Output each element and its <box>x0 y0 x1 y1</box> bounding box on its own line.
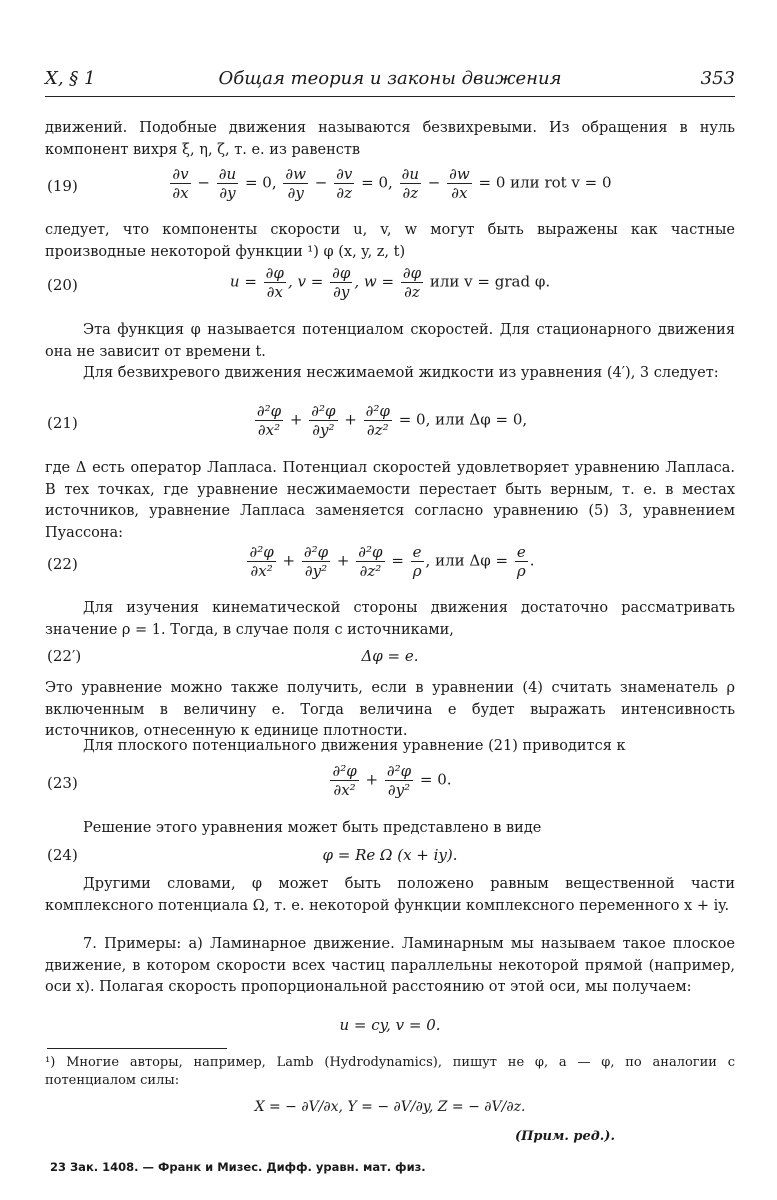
equation-23 <box>45 762 735 806</box>
paragraph-4: Для безвихревого движения несжимаемой жидкости из уравнения (4′), 3 следует: <box>83 365 719 381</box>
eq-sep: = 0, <box>244 173 277 192</box>
footnote-rule <box>47 1048 227 1049</box>
paragraph-5: где Δ есть оператор Лапласа. Потенциал скоростей удовлетворяет уравнению Лапласа. В тех точках, где уравнение несжимаемости перестает быть верным, т. е. в местах источников, уравнение Лапласа заменяется согласно уравнению (5) 3, уравнением Пуассона: <box>45 460 735 541</box>
paragraph-10: Другими словами, φ может быть положено равным вещественной части комплексного потенциала Ω, т. е. некоторой функции комплексного переменного x + iy. <box>45 876 735 914</box>
eq-number: (22′) <box>47 647 82 665</box>
equation-21 <box>45 402 735 446</box>
footnote-text: ¹) Многие авторы, например, Lamb (Hydrodynamics), пишут не φ, а — φ, по аналогии с потенциалом силы: <box>45 1055 735 1088</box>
eq-body: φ = Re Ω (x + iy). <box>322 846 458 864</box>
eq-end: . <box>529 551 535 570</box>
eq-body: $\frac{\partial v}{\partial x}$ − $\frac{\partial u}{\partial y}$ = 0, $\frac{\partial w}{\partial y}$ − $\frac{\partial v}{\partial z}$ = 0, $\frac{\partial u}{\partial z}$ − $\frac{\partial w}{\partial x}$ = 0 или rot v = 0 <box>172 165 612 202</box>
eq-number: (19) <box>47 177 78 195</box>
page <box>45 0 735 1200</box>
eq-number: (24) <box>47 846 78 864</box>
page-number: 353 <box>700 68 735 89</box>
footnote-note: (Прим. ред.). <box>515 1129 615 1144</box>
eq-tail: = 0. <box>419 770 452 789</box>
equation-19 <box>45 165 735 209</box>
header-title: Общая теория и законы движения <box>218 68 562 89</box>
eq-number: (20) <box>47 276 78 294</box>
equation-24 <box>45 846 735 870</box>
footnote-formula: X = − ∂V/∂x, Y = − ∂V/∂y, Z = − ∂V/∂z. <box>254 1099 526 1115</box>
eq-body: u = cy, v = 0. <box>339 1016 441 1034</box>
eq-body: u = $\frac{\partial\varphi}{\partial x}$ , v = $\frac{\partial\varphi}{\partial y}$ , w = $\frac{\partial\varphi}{\partial z}$ или v = grad φ. <box>229 264 551 301</box>
eq-tail: = 0, или Δφ = 0, <box>398 410 528 429</box>
paragraph-2: следует, что компоненты скорости u, v, w могут быть выражены как частные производные некоторой функции ¹) φ (x, y, z, t) <box>45 222 735 260</box>
paragraph-8: Для плоского потенциального движения уравнение (21) приводится к <box>83 738 626 754</box>
eq-mid: , или Δφ = <box>425 551 509 570</box>
section-label: X, § 1 <box>45 68 96 89</box>
eq-body: $\frac{\text{∂²φ}}{\text{∂x²}}$ + $\frac{\text{∂²φ}}{\text{∂y²}}$ = 0. <box>332 762 452 799</box>
eq-body: $\frac{\text{∂²φ}}{\text{∂x²}}$ + $\frac{\text{∂²φ}}{\text{∂y²}}$ + $\frac{\text{∂²φ}}{\text{∂z²}}$ = 0, или Δφ = 0, <box>256 402 528 439</box>
equation-22-prime <box>45 647 735 671</box>
paragraph-9: Решение этого уравнения может быть представлено в виде <box>83 820 542 836</box>
eq-number: (22) <box>47 555 78 573</box>
equation-22 <box>45 543 735 587</box>
paragraph-1: движений. Подобные движения называются безвихревыми. Из обращения в нуль компонент вихря ξ, η, ζ, т. е. из равенств <box>45 120 735 158</box>
printer-imprint: 23 Зак. 1408. — Франк и Мизес. Дифф. уравн. мат. физ. <box>50 1160 426 1174</box>
eq-tail: = 0 или rot v = 0 <box>478 173 612 192</box>
running-header <box>45 68 735 94</box>
eq-body: Δφ = e. <box>361 647 419 665</box>
paragraph-3: Эта функция φ называется потенциалом скоростей. Для стационарного движения она не зависит от времени t. <box>45 322 735 360</box>
paragraph-7: Это уравнение можно также получить, если в уравнении (4) считать знаменатель ρ включенным в величину e. Тогда величина e будет выражать интенсивность источников, отнесенную к единице плотности. <box>45 680 735 739</box>
eq-number: (21) <box>47 414 78 432</box>
equation-laminar <box>45 1016 735 1040</box>
paragraph-6: Для изучения кинематической стороны движения достаточно рассматривать значение ρ = 1. Тогда, в случае поля с источниками, <box>45 600 735 638</box>
paragraph-11: 7. Примеры: а) Ламинарное движение. Ламинарным мы называем такое плоское движение, в котором скорости всех частиц параллельны некоторой прямой (например, оси x). Полагая скорость пропорциональной расстоянию от этой оси, мы получаем: <box>45 936 735 995</box>
eq-body: $\frac{\text{∂²φ}}{\text{∂x²}}$ + $\frac{\text{∂²φ}}{\text{∂y²}}$ + $\frac{\text{∂²φ}}{\text{∂z²}}$ = $\frac{e}{\rho}$ , или Δφ = $\frac{e}{\rho}$ . <box>249 543 535 580</box>
eq-sep-2: = 0, <box>361 173 393 192</box>
header-rule <box>45 96 735 97</box>
eq-number: (23) <box>47 774 78 792</box>
equation-20 <box>45 264 735 308</box>
eq-tail: или v = grad φ. <box>429 272 551 291</box>
